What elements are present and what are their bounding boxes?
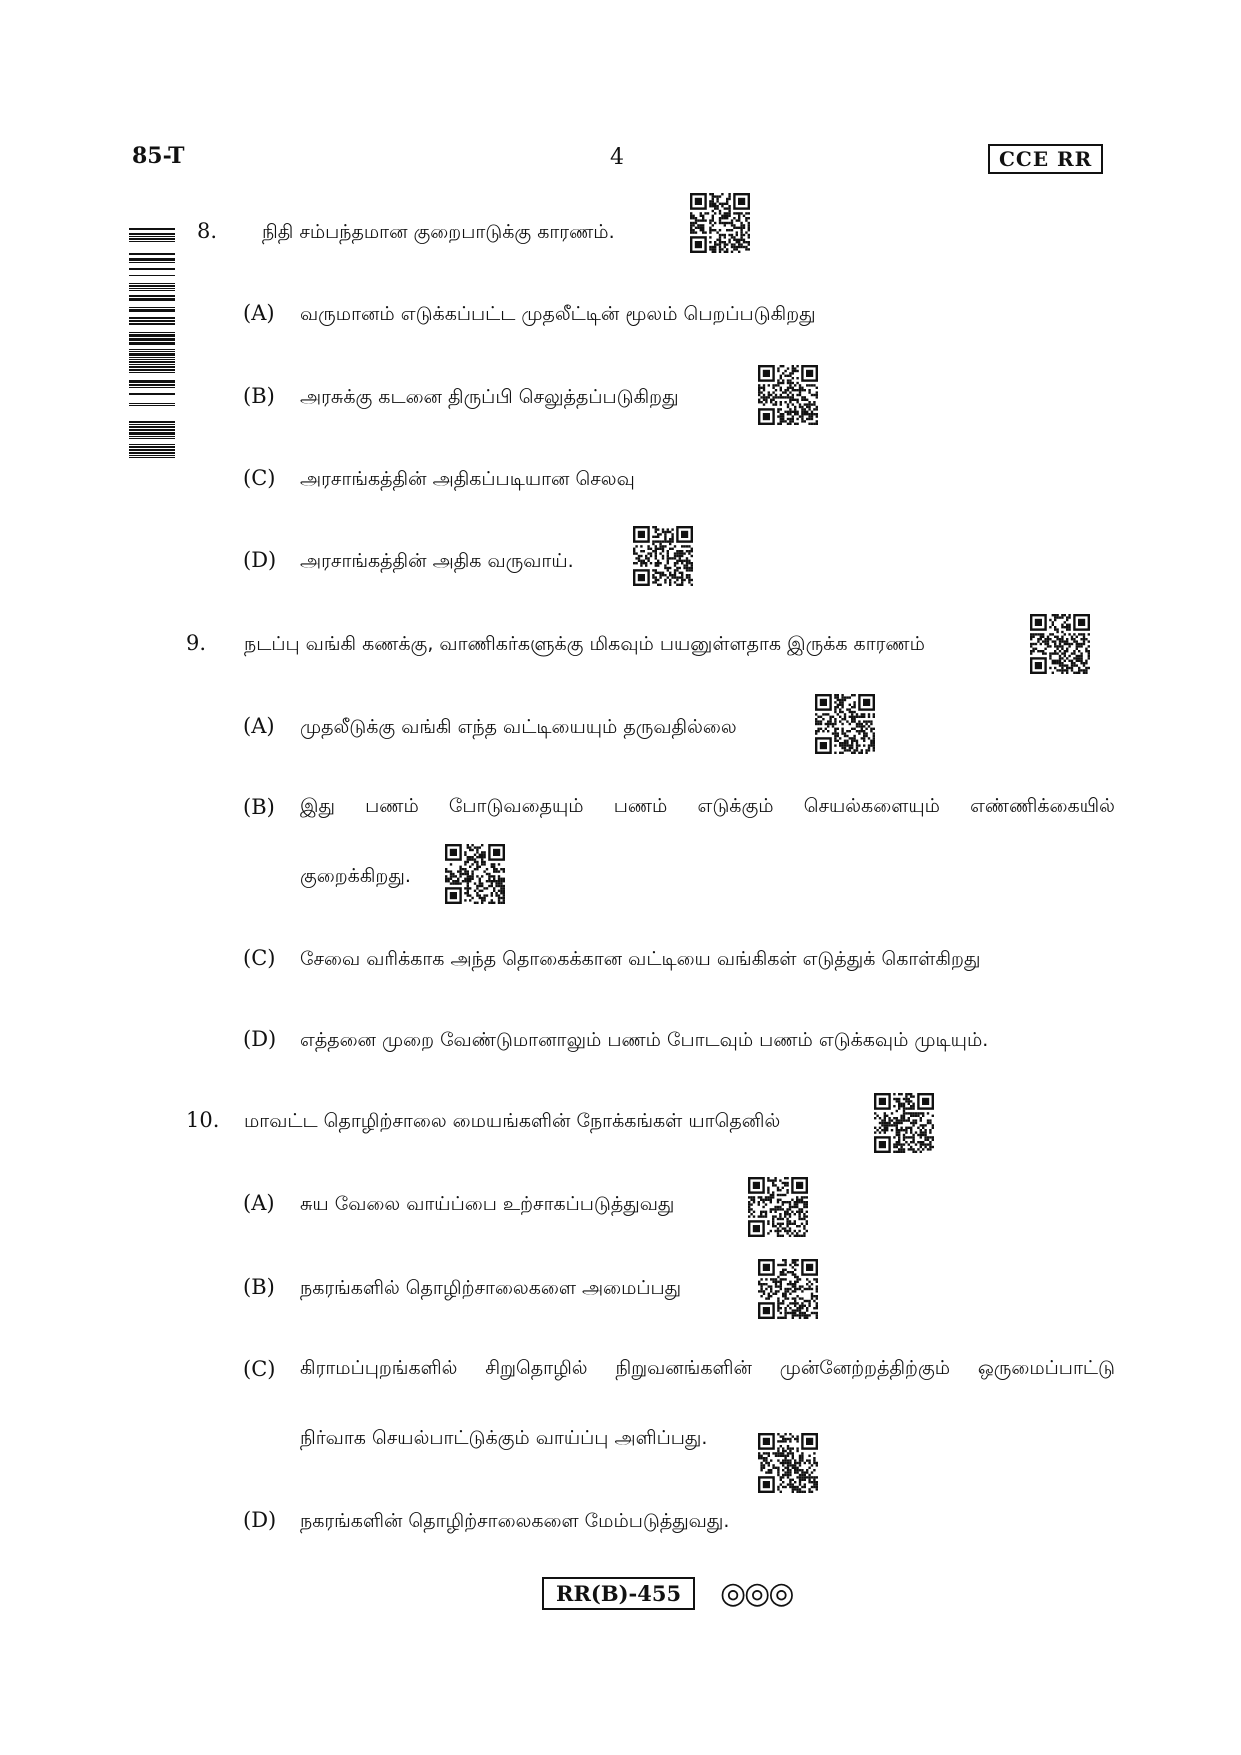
option-label: (B) bbox=[243, 1275, 275, 1299]
option-text: அரசாங்கத்தின் அதிக வருவாய். bbox=[300, 550, 574, 572]
option-text: சேவை வரிக்காக அந்த தொகைக்கான வட்டியை வங்கிகள் எடுத்துக் கொள்கிறது bbox=[300, 948, 981, 970]
option-text: சுய வேலை வாய்ப்பை உற்சாகப்படுத்துவது bbox=[300, 1193, 675, 1215]
question-number: 9. bbox=[186, 631, 207, 655]
option-text: நகரங்களின் தொழிற்சாலைகளை மேம்படுத்துவது. bbox=[300, 1510, 730, 1532]
word: எண்ணிக்கையில் bbox=[970, 795, 1115, 817]
qr-code-icon bbox=[748, 1176, 808, 1238]
qr-code-icon bbox=[758, 1258, 818, 1320]
option-text-line bbox=[300, 795, 1115, 820]
word: நிறுவனங்களின் bbox=[615, 1357, 752, 1379]
option-label: (C) bbox=[243, 946, 276, 970]
option-label: (D) bbox=[243, 1027, 277, 1051]
qr-code-icon bbox=[815, 693, 875, 755]
option-text: முதலீடுக்கு வங்கி எந்த வட்டியையும் தருவதில்லை bbox=[300, 716, 737, 738]
option-label: (B) bbox=[243, 795, 275, 819]
word: போடுவதையும் bbox=[448, 795, 584, 817]
qr-code-icon bbox=[1030, 613, 1090, 675]
option-text: எத்தனை முறை வேண்டுமானாலும் பணம் போடவும் பணம் எடுக்கவும் முடியும். bbox=[300, 1029, 989, 1051]
option-label: (D) bbox=[243, 1508, 277, 1532]
option-text: நகரங்களில் தொழிற்சாலைகளை அமைப்பது bbox=[300, 1277, 682, 1299]
option-label: (A) bbox=[243, 714, 275, 738]
word: எடுக்கும் bbox=[697, 795, 774, 817]
question-text: மாவட்ட தொழிற்சாலை மையங்களின் நோக்கங்கள் யாதெனில் bbox=[244, 1110, 781, 1132]
qr-code-icon bbox=[690, 192, 750, 254]
question-text: நடப்பு வங்கி கணக்கு, வாணிகர்களுக்கு மிகவும் பயனுள்ளதாக இருக்க காரணம் bbox=[244, 633, 925, 655]
qr-code-icon bbox=[874, 1092, 934, 1154]
word: செயல்களையும் bbox=[803, 795, 940, 817]
option-text: வருமானம் எடுக்கப்பட்ட முதலீட்டின் மூலம் பெறப்படுகிறது bbox=[300, 303, 816, 325]
option-text-line bbox=[300, 1357, 1115, 1382]
qr-code-icon bbox=[633, 525, 693, 587]
word: பணம் bbox=[365, 795, 419, 817]
qr-code-icon bbox=[445, 843, 505, 905]
option-text: நிர்வாக செயல்பாட்டுக்கும் வாய்ப்பு அளிப்பது. bbox=[300, 1427, 708, 1449]
word: சிறுதொழில் bbox=[485, 1357, 588, 1379]
question-number: 10. bbox=[186, 1108, 220, 1132]
option-text: அரசாங்கத்தின் அதிகப்படியான செலவு bbox=[300, 468, 635, 490]
qr-code-icon bbox=[758, 1432, 818, 1494]
option-label: (D) bbox=[243, 548, 277, 572]
option-label: (C) bbox=[243, 1357, 276, 1381]
option-label: (C) bbox=[243, 466, 276, 490]
series-marks: ◎◎◎ bbox=[720, 1576, 793, 1611]
option-text: குறைக்கிறது. bbox=[300, 865, 411, 887]
page-number: 4 bbox=[610, 145, 624, 170]
option-label: (A) bbox=[243, 301, 275, 325]
paper-code: 85-T bbox=[132, 143, 185, 169]
question-text: நிதி சம்பந்தமான குறைபாடுக்கு காரணம். bbox=[262, 221, 615, 243]
exam-code-box: CCE RR bbox=[988, 144, 1103, 174]
option-label: (A) bbox=[243, 1191, 275, 1215]
word: பணம் bbox=[613, 795, 668, 817]
barcode-image bbox=[129, 228, 175, 458]
word: முன்னேற்றத்திற்கும் bbox=[779, 1357, 951, 1379]
booklet-code-box: RR(B)-455 bbox=[542, 1577, 695, 1610]
option-label: (B) bbox=[243, 384, 275, 408]
qr-code-icon bbox=[758, 364, 818, 426]
word: இது bbox=[300, 795, 335, 817]
word: கிராமப்புறங்களில் bbox=[300, 1357, 458, 1379]
option-text: அரசுக்கு கடனை திருப்பி செலுத்தப்படுகிறது bbox=[300, 386, 679, 408]
question-number: 8. bbox=[197, 219, 218, 243]
word: ஒருமைப்பாட்டு bbox=[977, 1357, 1115, 1379]
